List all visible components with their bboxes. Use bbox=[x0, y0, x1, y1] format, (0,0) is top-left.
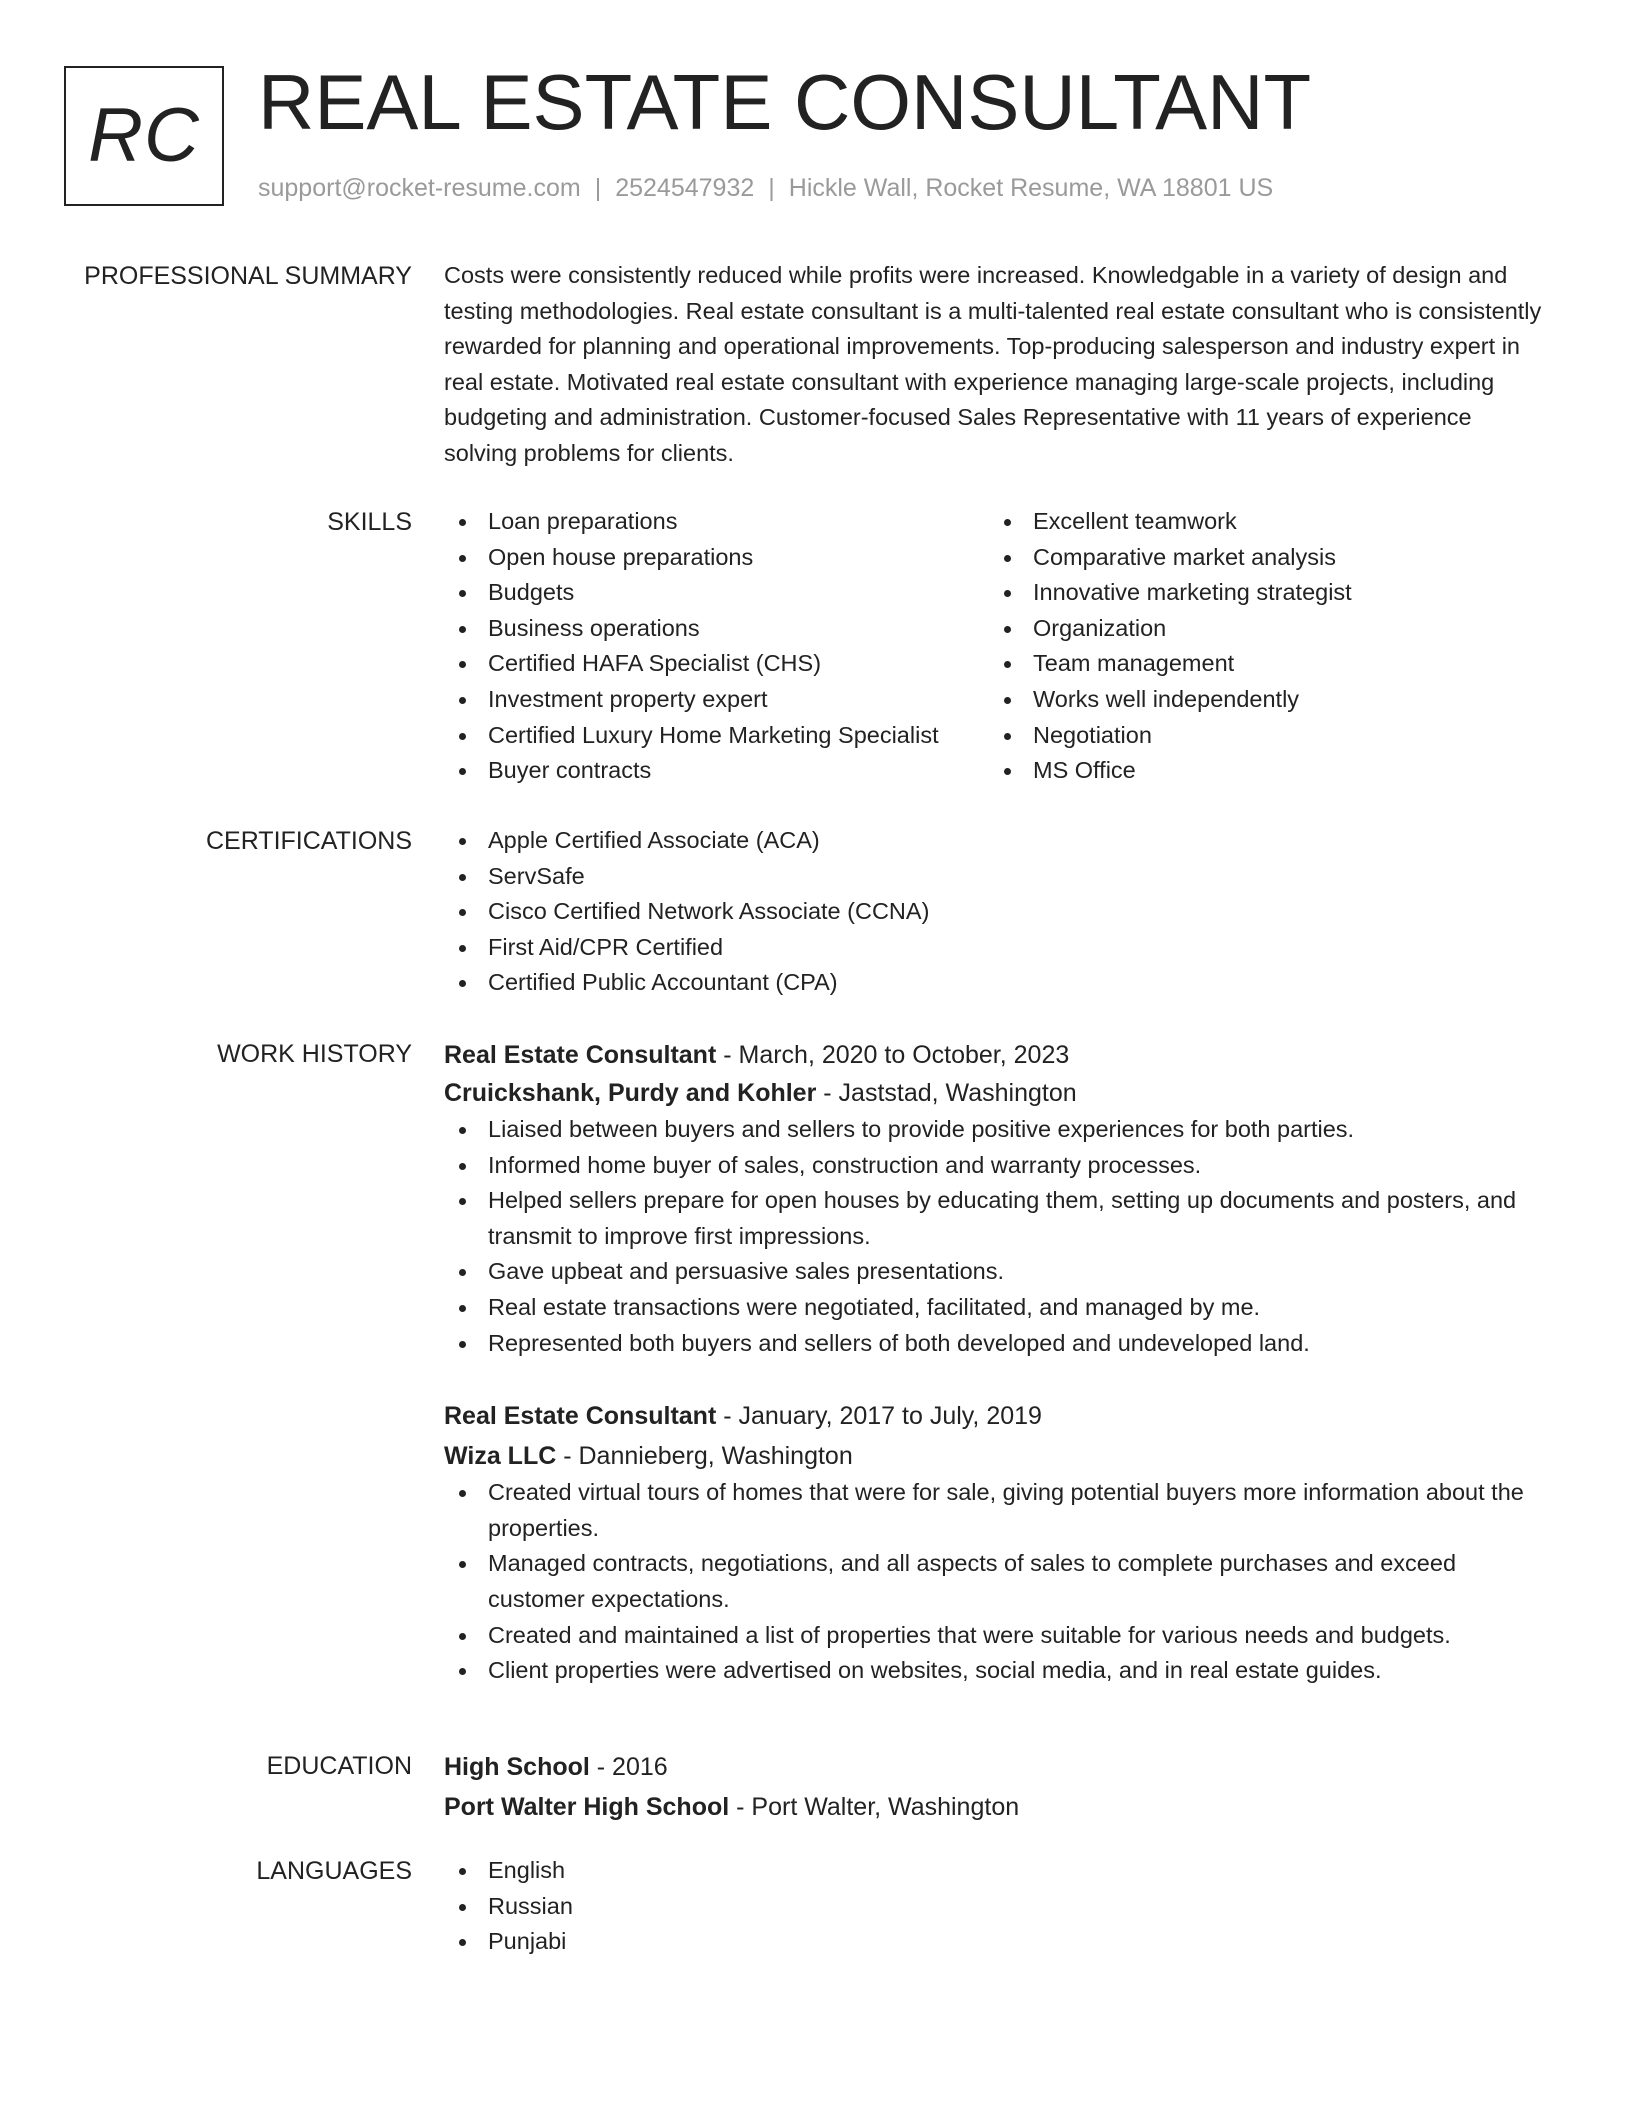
list-item: Russian bbox=[444, 1889, 1544, 1925]
list-item: ServSafe bbox=[444, 859, 1544, 895]
list-item: First Aid/CPR Certified bbox=[444, 930, 1544, 966]
job-title-line bbox=[444, 1036, 1544, 1074]
monogram-box bbox=[64, 66, 224, 206]
monogram-initials: RC bbox=[88, 93, 200, 178]
job-title: Real Estate Consultant bbox=[444, 1041, 717, 1069]
job-entry bbox=[444, 1397, 1544, 1689]
list-item: Managed contracts, negotiations, and all aspects of sales to complete purchases and exceed customer expectations. bbox=[444, 1546, 1544, 1617]
contact-line bbox=[258, 174, 1273, 203]
job-location: - Dannieberg, Washington bbox=[556, 1442, 853, 1471]
list-item: Apple Certified Associate (ACA) bbox=[444, 823, 1544, 859]
certifications-body bbox=[444, 823, 1544, 1001]
job-bullet-list bbox=[444, 1112, 1544, 1361]
list-item: Negotiation bbox=[989, 718, 1534, 754]
list-item: Organization bbox=[989, 611, 1534, 647]
list-item: Gave upbeat and persuasive sales presentations. bbox=[444, 1254, 1544, 1290]
list-item: Liaised between buyers and sellers to provide positive experiences for both parties. bbox=[444, 1112, 1544, 1148]
list-item: Certified HAFA Specialist (CHS) bbox=[444, 646, 989, 682]
list-item: Cisco Certified Network Associate (CCNA) bbox=[444, 894, 1544, 930]
list-item: Innovative marketing strategist bbox=[989, 575, 1534, 611]
job-dates: - January, 2017 to July, 2019 bbox=[716, 1402, 1042, 1431]
certifications-list bbox=[444, 823, 1544, 1001]
list-item: MS Office bbox=[989, 753, 1534, 789]
education-location: - Port Walter, Washington bbox=[729, 1793, 1020, 1821]
list-item: Team management bbox=[989, 646, 1534, 682]
list-item: Investment property expert bbox=[444, 682, 989, 718]
job-company: Wiza LLC bbox=[444, 1442, 557, 1471]
contact-email: support@rocket-resume.com bbox=[258, 174, 581, 202]
contact-address: Hickle Wall, Rocket Resume, WA 18801 US bbox=[788, 174, 1274, 202]
summary-text: Costs were consistently reduced while profits were increased. Knowledgable in a variety of design and testing methodologies. Real estate consultant is a multi-talented real estate consultant who is consistently rewarded for planning and operational improvements. Top-producing salesperson and industry expert in real estate. Motivated real estate consultant with experience managing large-scale projects, including budgeting and administration. Customer-focused Sales Representative with 11 years of experience solving problems for clients. bbox=[444, 262, 1542, 466]
job-entry bbox=[444, 1036, 1544, 1361]
list-item: Comparative market analysis bbox=[989, 540, 1534, 576]
education-degree-line bbox=[444, 1748, 1544, 1786]
resume-title: REAL ESTATE CONSULTANT bbox=[258, 58, 1312, 146]
list-item: Informed home buyer of sales, construction and warranty processes. bbox=[444, 1148, 1544, 1184]
section-label: SKILLS bbox=[327, 508, 412, 536]
contact-separator: | bbox=[594, 174, 602, 202]
languages-list bbox=[444, 1853, 1544, 1960]
list-item: Budgets bbox=[444, 575, 989, 611]
job-location: - Jaststad, Washington bbox=[816, 1079, 1077, 1107]
list-item: Certified Public Accountant (CPA) bbox=[444, 965, 1544, 1001]
list-item: Open house preparations bbox=[444, 540, 989, 576]
list-item: Certified Luxury Home Marketing Specialist bbox=[444, 718, 989, 754]
education-school: Port Walter High School bbox=[444, 1793, 730, 1821]
list-item: Represented both buyers and sellers of both developed and undeveloped land. bbox=[444, 1326, 1544, 1362]
job-company: Cruickshank, Purdy and Kohler bbox=[444, 1079, 817, 1107]
education-year: - 2016 bbox=[589, 1753, 668, 1781]
section-label: LANGUAGES bbox=[256, 1857, 412, 1885]
job-title: Real Estate Consultant bbox=[444, 1402, 717, 1431]
list-item: Excellent teamwork bbox=[989, 504, 1534, 540]
section-label: CERTIFICATIONS bbox=[205, 827, 412, 855]
section-label: PROFESSIONAL SUMMARY bbox=[84, 262, 412, 290]
list-item: Helped sellers prepare for open houses by educating them, setting up documents and posters, and transmit to improve first impressions. bbox=[444, 1183, 1544, 1254]
list-item: Loan preparations bbox=[444, 504, 989, 540]
list-item: Business operations bbox=[444, 611, 989, 647]
skills-list-left bbox=[444, 504, 989, 789]
list-item: English bbox=[444, 1853, 1544, 1889]
list-item: Works well independently bbox=[989, 682, 1534, 718]
education-body bbox=[444, 1748, 1544, 1826]
job-dates: - March, 2020 to October, 2023 bbox=[716, 1041, 1070, 1069]
section-label: EDUCATION bbox=[266, 1752, 412, 1780]
job-title-line bbox=[444, 1397, 1544, 1435]
work-body bbox=[444, 1036, 1544, 1689]
skills-body bbox=[444, 504, 1544, 789]
contact-phone: 2524547932 bbox=[615, 174, 755, 202]
list-item: Client properties were advertised on websites, social media, and in real estate guides. bbox=[444, 1653, 1544, 1689]
job-company-line bbox=[444, 1074, 1544, 1112]
list-item: Buyer contracts bbox=[444, 753, 989, 789]
contact-separator: | bbox=[768, 174, 775, 202]
list-item: Punjabi bbox=[444, 1924, 1544, 1960]
languages-body bbox=[444, 1853, 1544, 1960]
list-item: Created virtual tours of homes that were for sale, giving potential buyers more information about the properties. bbox=[444, 1475, 1544, 1546]
skills-list-right bbox=[989, 504, 1534, 789]
education-degree: High School bbox=[444, 1753, 590, 1781]
education-school-line bbox=[444, 1788, 1544, 1826]
list-item: Created and maintained a list of properties that were suitable for various needs and budgets. bbox=[444, 1618, 1544, 1654]
job-bullet-list bbox=[444, 1475, 1544, 1689]
section-label: WORK HISTORY bbox=[217, 1040, 412, 1068]
list-item: Real estate transactions were negotiated, facilitated, and managed by me. bbox=[444, 1290, 1544, 1326]
job-company-line bbox=[444, 1437, 1544, 1475]
